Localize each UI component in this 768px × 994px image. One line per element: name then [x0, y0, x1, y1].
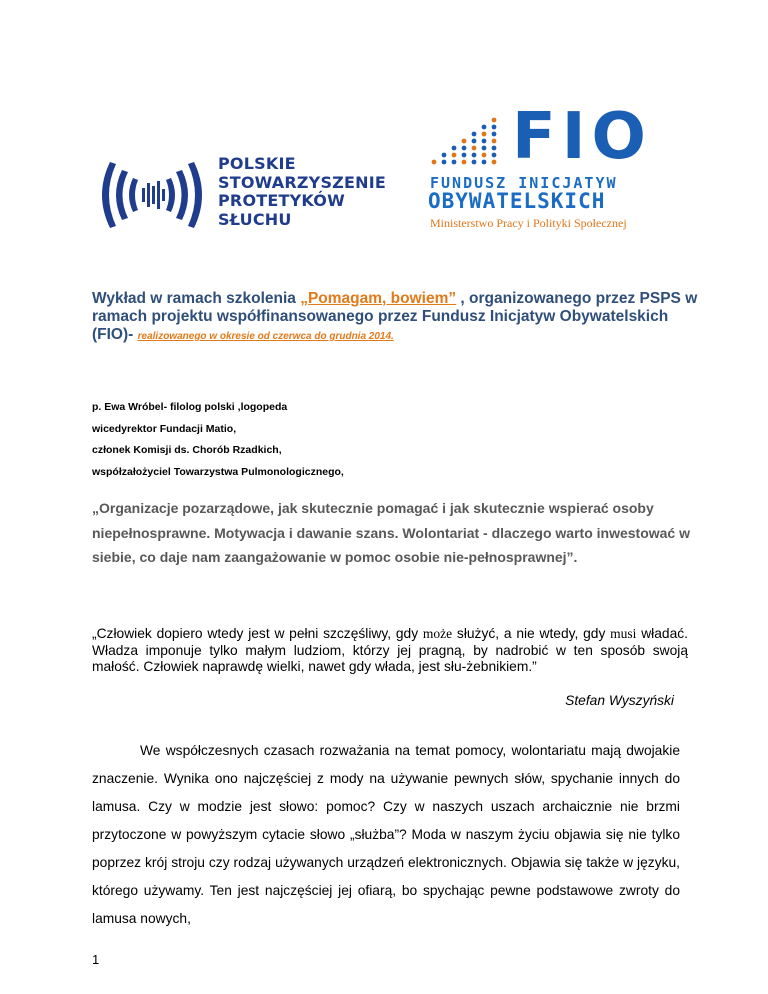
fio-dot: [432, 160, 437, 165]
fio-dot: [492, 153, 497, 158]
psps-name-line: POLSKIE: [218, 154, 296, 173]
page-number: 1: [92, 952, 100, 967]
title-highlight: „Pomagam, bowiem”: [300, 290, 457, 307]
fio-dot: [462, 153, 467, 158]
speaker-line: członek Komisji ds. Chorób Rzadkich,: [92, 444, 282, 456]
lecture-title: [92, 290, 712, 346]
fio-dot: [442, 153, 447, 158]
fio-dot: [452, 153, 457, 158]
lecture-theme: „Organizacje pozarządowe, jak skutecznie pomagać i jak skutecznie wspierać osoby niepełnosprawne. Motywacja i dawanie szans. Wolontariat - dlaczego warto inwestować w siebie, co daje nam zaangażowanie w pomoc osobie nie-pełnosprawnej”.: [92, 500, 690, 565]
fio-dot: [472, 132, 477, 137]
psps-name: [218, 155, 386, 229]
fio-dot: [492, 125, 497, 130]
fio-dot: [452, 160, 457, 165]
fio-dot: [472, 139, 477, 144]
title-part2: , organizowanego przez PSPS w ramach projektu współfinansowanego przez Fundusz Inicjatyw Obywatelskich (FIO)-: [92, 290, 698, 343]
fio-dot: [482, 125, 487, 130]
speaker-line: wicedyrektor Fundacji Matio,: [92, 422, 237, 435]
fio-dots-icon: [428, 108, 508, 168]
fio-dot: [482, 146, 487, 151]
quote-word: może: [422, 626, 453, 641]
fio-line2: OBYWATELSKICH: [428, 189, 606, 213]
fio-dot: [442, 160, 447, 165]
fio-dot: [472, 160, 477, 165]
fio-dot: [492, 132, 497, 137]
title-part1: Wykład w ramach szkolenia: [92, 290, 301, 307]
fio-dot: [492, 146, 497, 151]
speaker-line: p. Ewa Wróbel- filolog polski ,logopeda: [92, 401, 288, 413]
fio-dot: [482, 139, 487, 144]
fio-dot: [462, 146, 467, 151]
sound-wave-icon: [92, 150, 212, 240]
body-paragraph: We współczesnych czasach rozważania na temat pomocy, wolontariatu mają dwojakie znaczenie. Wynika ono najczęściej z mody na używanie pewnych słów, spychanie innych do lamusa. Czy w modzie jest słowo: pomoc? Czy w naszych uszach archaicznie nie brzmi przytoczone w powyższym cytacie słowo „służba”? Moda w naszym życiu objawia się nie tylko poprzez krój stroju czy rodzaj używanych urządzeń elektronicznych. Objawia się także w języku, którego używamy. Ten jest najczęściej jej ofiarą, bo spychając pewne podstawowe zwroty do lamusa nowych,: [92, 743, 680, 926]
fio-dot: [482, 153, 487, 158]
fio-dot: [462, 160, 467, 165]
fio-dot: [472, 153, 477, 158]
quote-part: „Człowiek dopiero wtedy jest w pełni szczęśliwy, gdy: [92, 626, 423, 641]
speaker-block: [92, 397, 344, 483]
fio-dot: [482, 160, 487, 165]
fio-dot: [492, 139, 497, 144]
fio-dot: [452, 146, 457, 151]
title-period: realizowanego w okresie od czerwca do grudnia 2014.: [137, 331, 394, 342]
fio-acronym: FIO: [512, 100, 652, 174]
fio-dot: [492, 118, 497, 123]
speaker-line: współzałożyciel Towarzystwa Pulmonologicznego,: [92, 465, 344, 478]
quote-author: Stefan Wyszyński: [565, 693, 674, 708]
fio-ministry: Ministerstwo Pracy i Polityki Społecznej: [430, 216, 627, 230]
quote-word: musi: [610, 626, 637, 641]
psps-name-line: PROTETYKÓW: [218, 191, 345, 210]
quote: [92, 626, 688, 676]
psps-name-line: SŁUCHU: [218, 209, 292, 229]
fio-dot: [482, 132, 487, 137]
fio-dot: [472, 146, 477, 151]
fio-dot: [462, 139, 467, 144]
quote-part: władać. Władza imponuje tylko małym ludziom, którzy jej pragną, by nadrobić w ten sposób swoją małość. Człowiek naprawdę wielki, nawet gdy włada, jest słu-żebnikiem.”: [92, 626, 688, 674]
quote-part: służyć, a nie wtedy, gdy: [452, 626, 611, 641]
psps-name-line: STOWARZYSZENIE: [218, 172, 386, 192]
fio-line1: FUNDUSZ INICJATYW: [430, 174, 618, 192]
fio-dot: [492, 160, 497, 165]
